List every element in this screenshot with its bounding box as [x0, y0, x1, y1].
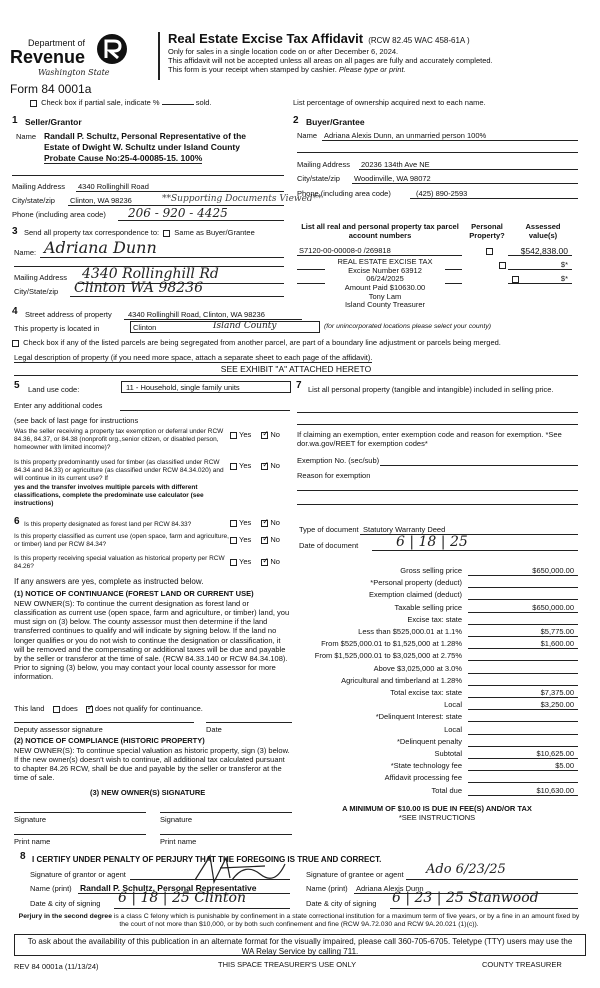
street-line: [124, 319, 302, 320]
boundary-row: [10, 338, 501, 347]
corr-mail-label: Mailing Address: [14, 273, 67, 282]
doc-type[interactable]: Statutory Warranty Deed: [363, 525, 446, 534]
tax-row-line: [468, 697, 578, 698]
tax-row-label: Subtotal: [434, 749, 462, 758]
buyer-mail[interactable]: 20236 134th Ave NE: [361, 160, 430, 169]
seller-city[interactable]: Clinton, WA 98236: [70, 196, 132, 205]
deputy-signature-label: Deputy assessor signature: [14, 725, 103, 734]
seller-name-line3[interactable]: Probate Cause No:25-4-00085-15. 100%: [44, 153, 203, 163]
deputy-sig-line: [14, 722, 194, 723]
deputy-date-label: Date: [206, 725, 222, 734]
forest-q1-yes-no: [228, 518, 280, 527]
timber-no-checkbox[interactable]: [261, 463, 268, 470]
corr-row: [24, 228, 255, 237]
additional-codes-line: [120, 410, 290, 411]
owner-signature-label-2: Signature: [160, 815, 193, 824]
buyer-phone[interactable]: (425) 890-2593: [416, 189, 468, 198]
see-instructions-note: *SEE INSTRUCTIONS: [398, 813, 476, 822]
doc-type-label: Type of document: [299, 525, 359, 534]
does-not-qualify-checkbox[interactable]: [86, 706, 93, 713]
doc-date[interactable]: 6 | 18 | 25: [396, 534, 468, 550]
exemption-yes-no: [228, 430, 280, 439]
assessed-value-header: Assessed value(s): [525, 222, 561, 240]
no-label-3: No: [270, 518, 280, 527]
notice-compliance-text: NEW OWNER(S): To continue special valuation as historic property, sign (3) below. If the new owner(s) doesn't wish to continue, all additional tax calculated pursuant to chapter 84.26 RCW, shall be due and payable by the seller or transferor at the time of sale.: [14, 746, 290, 783]
owner-print-line-1: [14, 834, 146, 835]
tax-row-line: [468, 612, 578, 613]
buyer-mail-label: Mailing Address: [297, 160, 350, 169]
tax-row-value[interactable]: $650,000.00: [532, 566, 574, 575]
seller-blank-line: [12, 175, 284, 176]
buyer-city[interactable]: Woodinville, WA 98072: [354, 174, 431, 183]
grantee-date-label: Date & city of signing: [306, 899, 377, 908]
tax-row-line: [468, 673, 578, 674]
owner-print-label-1: Print name: [14, 837, 51, 846]
grantee-name[interactable]: Adriana Alexis Dunn: [356, 884, 424, 893]
seller-phone-line: [118, 220, 284, 221]
street-label: Street address of property: [25, 310, 112, 319]
tax-row-label: *Personal property (deduct): [370, 578, 462, 588]
tax-row-line: [468, 685, 578, 686]
receipt-line-1: REAL ESTATE EXCISE TAX: [337, 257, 433, 266]
tax-row-line: [468, 782, 578, 783]
header-sub1: Only for sales in a single location code on or after December 6, 2024.: [168, 47, 399, 56]
tax-row-value[interactable]: $650,000.00: [532, 602, 574, 612]
does-qualify-checkbox[interactable]: [53, 706, 60, 713]
if-any-yes: If any answers are yes, complete as instructed below.: [14, 577, 204, 586]
forest-q2-yes-checkbox[interactable]: [230, 537, 237, 544]
deputy-date-line: [206, 722, 292, 723]
seller-phone[interactable]: 206 - 920 - 4425: [128, 206, 228, 220]
does-not-label: does not qualify for continuance.: [94, 704, 203, 713]
personal-label: List all personal property (tangible and intangible) included in selling price.: [308, 385, 554, 394]
header-divider: [158, 32, 160, 80]
tax-row-line: [468, 795, 578, 796]
corr-city[interactable]: Clinton WA 98236: [74, 280, 203, 296]
tax-row-label: Gross selling price: [400, 566, 462, 575]
landuse-number: 5: [14, 380, 20, 391]
corr-name[interactable]: Adriana Dunn: [44, 238, 157, 257]
timber-question: Is this property predominantly used for timber (as classified under RCW 84.34 and 84.33) or agriculture (as classified under RCW 84.34.020) and will continue in its current use? If: [14, 459, 224, 482]
certify-number: 8: [20, 851, 26, 862]
assessed-value-1[interactable]: $542,838.00: [520, 246, 568, 256]
tax-row-value[interactable]: $7,375.00: [540, 688, 574, 697]
forest-q1-no-checkbox[interactable]: [261, 520, 268, 527]
located-label: This property is located in: [14, 324, 100, 333]
tax-row-label: Total due: [431, 785, 462, 795]
street-address[interactable]: 4340 Rollinghill Road, Clinton, WA 98236: [128, 310, 265, 319]
owner-sig-line-2: [160, 812, 292, 813]
does-label: does: [61, 704, 78, 713]
parcel-line-1: [297, 255, 462, 256]
location-city: Clinton: [133, 323, 157, 332]
buyer-name-label: Name: [297, 131, 318, 140]
corr-label: Send all property tax correspondence to:: [24, 228, 160, 237]
grantor-sig-label: Signature of grantor or agent: [30, 870, 126, 879]
tax-row-label: From $1,525,000.01 to $3,025,000 at 2.75%: [314, 651, 462, 661]
value-line-2: [508, 269, 572, 270]
treasurer-use-only: THIS SPACE TREASURER'S USE ONLY: [218, 960, 357, 969]
accessibility-box: [14, 934, 586, 956]
personal-number: 7: [296, 380, 302, 391]
new-owner-signature-title: (3) NEW OWNER(S) SIGNATURE: [90, 788, 206, 797]
header-sub3: This form is your receipt when stamped by cashier.: [168, 65, 337, 74]
grantee-sig-label: Signature of grantee or agent: [306, 870, 404, 879]
grantor-signature[interactable]: [190, 852, 290, 886]
receipt-line-2: Excise Number 63912: [348, 265, 422, 275]
legal-description-label: Legal description of property (if you need more space, attach a separate sheet to each page of the affidavit).: [14, 353, 373, 362]
no-label-2: No: [270, 461, 280, 470]
tax-row-label: *Delinquent penalty: [396, 736, 462, 746]
assessed-value-2[interactable]: $*: [560, 260, 568, 269]
exemption-claim-text: If claiming an exemption, enter exemption code and reason for exemption. *See dor.wa.gov/REET for exemption codes*: [297, 430, 562, 448]
corr-name-line: [40, 257, 284, 258]
tax-row-line: [468, 648, 578, 649]
same-as-buyer-label: Same as Buyer/Grantee: [174, 228, 255, 237]
tax-row-label: Agricultural and timberland at 1.28%: [341, 675, 462, 685]
seller-name-line2[interactable]: Estate of Dwight W. Schultz under Island County: [44, 142, 240, 152]
tax-row-label: Taxable selling price: [394, 602, 462, 612]
parcel-number[interactable]: S7120-00-00008-0 /269818: [299, 246, 391, 255]
seller-name-label: Name: [16, 132, 37, 141]
personal-property-header: Personal Property?: [469, 222, 505, 240]
header-sub3b: Please type or print.: [338, 65, 406, 74]
assessed-value-3[interactable]: $*: [560, 274, 568, 283]
notice-continuance-title: (1) NOTICE OF CONTINUANCE (FOREST LAND OR CURRENT USE): [14, 589, 254, 598]
corr-name-label: Name:: [14, 248, 37, 257]
tax-row-line: [468, 721, 578, 722]
tax-row-label: *State technology fee: [390, 761, 462, 771]
corr-city-label: City/State/zip: [14, 287, 59, 296]
grantee-signature[interactable]: Ado 6/23/25: [426, 862, 506, 877]
personal-line-1: [297, 412, 578, 413]
this-land-row: [14, 704, 203, 713]
tax-row-label: Total excise tax: state: [390, 688, 462, 697]
tax-row-line: [468, 624, 578, 625]
forest-q3: Is this property receiving special valuation as historical property per RCW 84.26?: [14, 555, 225, 570]
buyer-city-label: City/state/zip: [297, 174, 340, 183]
tax-row-label: Above $3,025,000 at 3.0%: [373, 663, 462, 673]
exemption-question: Was the seller receiving a property tax exemption or deferral under RCW 84.36, 84.37, or 84.38 (nonprofit org.,senior citizen, or disabled person, homeowner with limited income)?: [14, 428, 224, 451]
boundary-checkbox[interactable]: [12, 340, 19, 347]
buyer-mail-line: [359, 169, 578, 170]
county-treasurer: COUNTY TREASURER: [482, 960, 562, 969]
exemption-no-label: Exemption No. (sec/sub): [297, 456, 380, 465]
value-line-3: [508, 283, 572, 284]
forest-q2: Is this property classified as current use (open space, farm and agriculture, or timber) land per RCW 84.34?: [14, 533, 229, 548]
no-label-5: No: [270, 557, 280, 566]
forest-number: 6: [14, 516, 20, 527]
exhibit-text[interactable]: SEE EXHIBIT "A" ATTACHED HERETO: [14, 364, 578, 376]
treasurer-receipt-stamp: [325, 258, 445, 310]
buyer-name[interactable]: Adriana Alexis Dunn, an unmarried person 100%: [324, 131, 487, 140]
receipt-line-5: Tony Lam: [368, 291, 402, 301]
yes-label-4: Yes: [239, 535, 252, 544]
no-label-4: No: [270, 535, 280, 544]
tax-row-value[interactable]: $10,630.00: [536, 785, 574, 795]
grantor-name[interactable]: Randall P. Schultz, Personal Representative: [80, 883, 257, 893]
seller-mail-line: [76, 191, 284, 192]
grantee-date-line: [390, 908, 578, 909]
minimum-fee-note: A MINIMUM OF $10.00 IS DUE IN FEE(S) AND/OR TAX: [342, 804, 532, 813]
doc-date-line: [372, 550, 578, 551]
tax-row-line: [468, 636, 578, 637]
tax-row-value[interactable]: $5,775.00: [540, 627, 574, 636]
dor-logo: [10, 30, 130, 82]
no-label-1: No: [270, 430, 280, 439]
tax-row-line: [468, 734, 578, 735]
form-number: Form 84 0001a: [10, 82, 92, 96]
form-rcw: (RCW 82.45 WAC 458-61A ): [368, 36, 470, 45]
logo-dept: Department of: [28, 38, 86, 48]
personal-property-checkbox-1[interactable]: [486, 248, 493, 255]
see-instructions: (see back of last page for instructions: [14, 416, 139, 425]
grantee-date-city[interactable]: 6 | 23 | 25 Stanwood: [392, 890, 539, 906]
tax-row-label: Affidavit processing fee: [384, 773, 462, 783]
header-sub2: This affidavit will not be accepted unless all areas on all pages are fully and accurately completed.: [168, 56, 493, 65]
list-percentage-note: List percentage of ownership acquired next to each name.: [293, 98, 486, 107]
tax-row-line: [468, 587, 578, 588]
forest-q3-no-checkbox[interactable]: [261, 559, 268, 566]
form-title: Real Estate Excise Tax Affidavit: [168, 31, 364, 46]
perjury-notice: [14, 913, 584, 929]
buyer-heading: Buyer/Grantee: [306, 117, 365, 127]
forest-q1-yes-checkbox[interactable]: [230, 520, 237, 527]
header-sub3-row: [168, 65, 406, 74]
yes-label-3: Yes: [239, 518, 252, 527]
additional-codes-label: Enter any additional codes: [14, 401, 103, 410]
notice-continuance-text: NEW OWNER(S): To continue the current designation as forest land or classification as current use (open space, farm and agriculture, or timber) land, you must sign on (3) below. The county assessor must then determine if the land transferred continues to qualify and will indicate by signing below. If the land no longer qualifies or you do not wish to continue the designation or classification, it will be removed and the compensating or additional taxes will be due and payable by the seller or transferor at the time of sale. (RCW 84.33.140 or RCW 84.34.108). Prior to signing (3) below, you may contact your local county assessor for more information.: [14, 599, 290, 682]
this-land-label: This land: [14, 704, 45, 713]
logo-mark-icon: [96, 32, 128, 66]
partial-sale-text2: sold.: [195, 98, 212, 107]
yes-label-2: Yes: [239, 461, 252, 470]
perjury-text: is a class C felony which is punishable by confinement in a state correctional institution for a maximum term of five years, or by a fine in an amount fixed by the court of not more than $10,000, or by both such confinement and fine (RCW 9A.72.030 and RCW 9A.20.021 (1)(c)).: [113, 913, 580, 929]
timber-yes-no: [228, 461, 280, 470]
landuse-label: Land use code:: [28, 385, 80, 394]
exemption-no-checkbox[interactable]: [261, 432, 268, 439]
landuse-code: 11 - Household, single family units: [126, 383, 240, 392]
certify-text: I CERTIFY UNDER PENALTY OF PERJURY THAT THE FOREGOING IS TRUE AND CORRECT.: [32, 855, 382, 864]
doc-date-label: Date of document: [299, 541, 359, 550]
logo-revenue: Revenue: [10, 47, 86, 67]
timber-yes-checkbox[interactable]: [230, 463, 237, 470]
reason-line-1: [297, 490, 578, 491]
seller-number: 1: [12, 115, 18, 126]
partial-sale-checkbox[interactable]: [30, 100, 37, 107]
boundary-text: Check box if any of the listed parcels are being segregated from another parcel, are part of a boundary line adjustment or parcels being merged.: [23, 338, 501, 347]
tax-row-line: [468, 575, 578, 576]
owner-signature-label-1: Signature: [14, 815, 47, 824]
grantor-date-line: [114, 908, 290, 909]
supporting-docs-stamp: **Supporting Documents Viewed**: [162, 194, 322, 204]
seller-city-label: City/state/zip: [12, 196, 55, 205]
exemption-reason-label: Reason for exemption: [297, 471, 371, 480]
owner-print-label-2: Print name: [160, 837, 197, 846]
buyer-city-line: [352, 183, 578, 184]
receipt-line-6: Island County Treasurer: [344, 300, 426, 310]
tax-row-line: [468, 709, 578, 710]
seller-mail-label: Mailing Address: [12, 182, 65, 191]
grantor-name-label: Name (print): [30, 884, 72, 893]
reason-line-2: [297, 504, 578, 505]
seller-phone-label: Phone (including area code): [12, 210, 106, 219]
logo-state: Washington State: [38, 68, 110, 77]
tax-row-value[interactable]: $1,600.00: [540, 639, 574, 649]
tax-row-value[interactable]: $10,625.00: [536, 749, 574, 758]
accessibility-text: To ask about the availability of this publication in an alternate format for the visually impaired, please call 360-705-6705. Teletype (TTY) users may use the WA Relay Service by calling 711.: [27, 937, 573, 956]
tax-row-label: Exemption claimed (deduct): [369, 590, 462, 600]
partial-sale-row: [28, 98, 212, 107]
tax-row-label: Excise tax: state: [407, 614, 462, 624]
street-number: 4: [12, 306, 18, 317]
tax-row-label: Local: [444, 700, 462, 710]
receipt-line-4: Amount Paid $10630.00: [344, 282, 426, 292]
form-title-row: [168, 31, 470, 47]
tax-row-value[interactable]: $5.00: [555, 761, 574, 771]
tax-row-line: [468, 746, 578, 747]
doc-type-line: [360, 534, 578, 535]
grantor-date-city[interactable]: 6 | 18 | 25 Clinton: [118, 890, 246, 906]
forest-q3-yes-no: [228, 557, 280, 566]
forest-q3-yes-checkbox[interactable]: [230, 559, 237, 566]
seller-mail[interactable]: 4340 Rollinghill Road: [78, 182, 149, 191]
seller-name-line1[interactable]: Randall P. Schultz, Personal Representative of the: [44, 131, 247, 141]
buyer-phone-line: [410, 198, 578, 199]
parcel-header: List all real and personal property tax parcel account numbers: [301, 222, 459, 240]
rev-number: REV 84 0001a (11/13/24): [14, 962, 99, 971]
timber-question-bold: yes and the transfer involves multiple parcels with different classifications, complete the predominate use calculator (see instructions): [14, 484, 204, 507]
same-as-buyer-checkbox[interactable]: [163, 230, 170, 237]
corr-number: 3: [12, 226, 18, 237]
unincorporated-note: (for unincorporated locations please select your county): [324, 323, 491, 330]
perjury-bold: Perjury in the second degree: [18, 913, 112, 920]
tax-row-label: Local: [444, 724, 462, 734]
corr-city-line: [70, 296, 284, 297]
notice-compliance-title: (2) NOTICE OF COMPLIANCE (HISTORIC PROPERTY): [14, 736, 205, 745]
tax-row-label: From $525,000.01 to $1,525,000 at 1.28%: [321, 639, 462, 649]
buyer-number: 2: [293, 115, 299, 126]
tax-row-line: [468, 770, 578, 771]
owner-print-line-2: [160, 834, 292, 835]
buyer-name-line: [322, 140, 578, 141]
buyer-phone-label: Phone (including area code): [297, 189, 391, 198]
partial-sale-text1: Check box if partial sale, indicate %: [41, 98, 160, 107]
forest-q2-yes-no: [228, 535, 280, 544]
value-line-1: [508, 255, 572, 256]
owner-sig-line-1: [14, 812, 146, 813]
seller-heading: Seller/Grantor: [25, 117, 82, 127]
forest-q1: Is this property designated as forest land per RCW 84.33?: [24, 521, 192, 528]
tax-row-line: [468, 758, 578, 759]
grantee-name-label: Name (print): [306, 884, 348, 893]
exemption-no-line: [380, 465, 578, 466]
buyer-blank-line: [297, 152, 578, 153]
tax-row-value[interactable]: $3,250.00: [540, 700, 574, 710]
tax-row-line: [468, 660, 578, 661]
grantor-date-label: Date & city of signing: [30, 899, 101, 908]
forest-q2-no-checkbox[interactable]: [261, 537, 268, 544]
receipt-line-3: 06/24/2025: [366, 274, 404, 284]
yes-label-5: Yes: [239, 557, 252, 566]
corr-mail[interactable]: 4340 Rollinghill Rd: [82, 266, 219, 282]
location-county: Island County: [213, 321, 277, 331]
exemption-yes-checkbox[interactable]: [230, 432, 237, 439]
tax-row-line: [468, 599, 578, 600]
tax-row-label: Less than $525,000.01 at 1.1%: [358, 627, 462, 636]
grantee-sig-line: [406, 879, 578, 880]
yes-label-1: Yes: [239, 430, 252, 439]
personal-line-2: [297, 424, 578, 425]
tax-row-label: *Delinquent Interest: state: [375, 712, 462, 722]
